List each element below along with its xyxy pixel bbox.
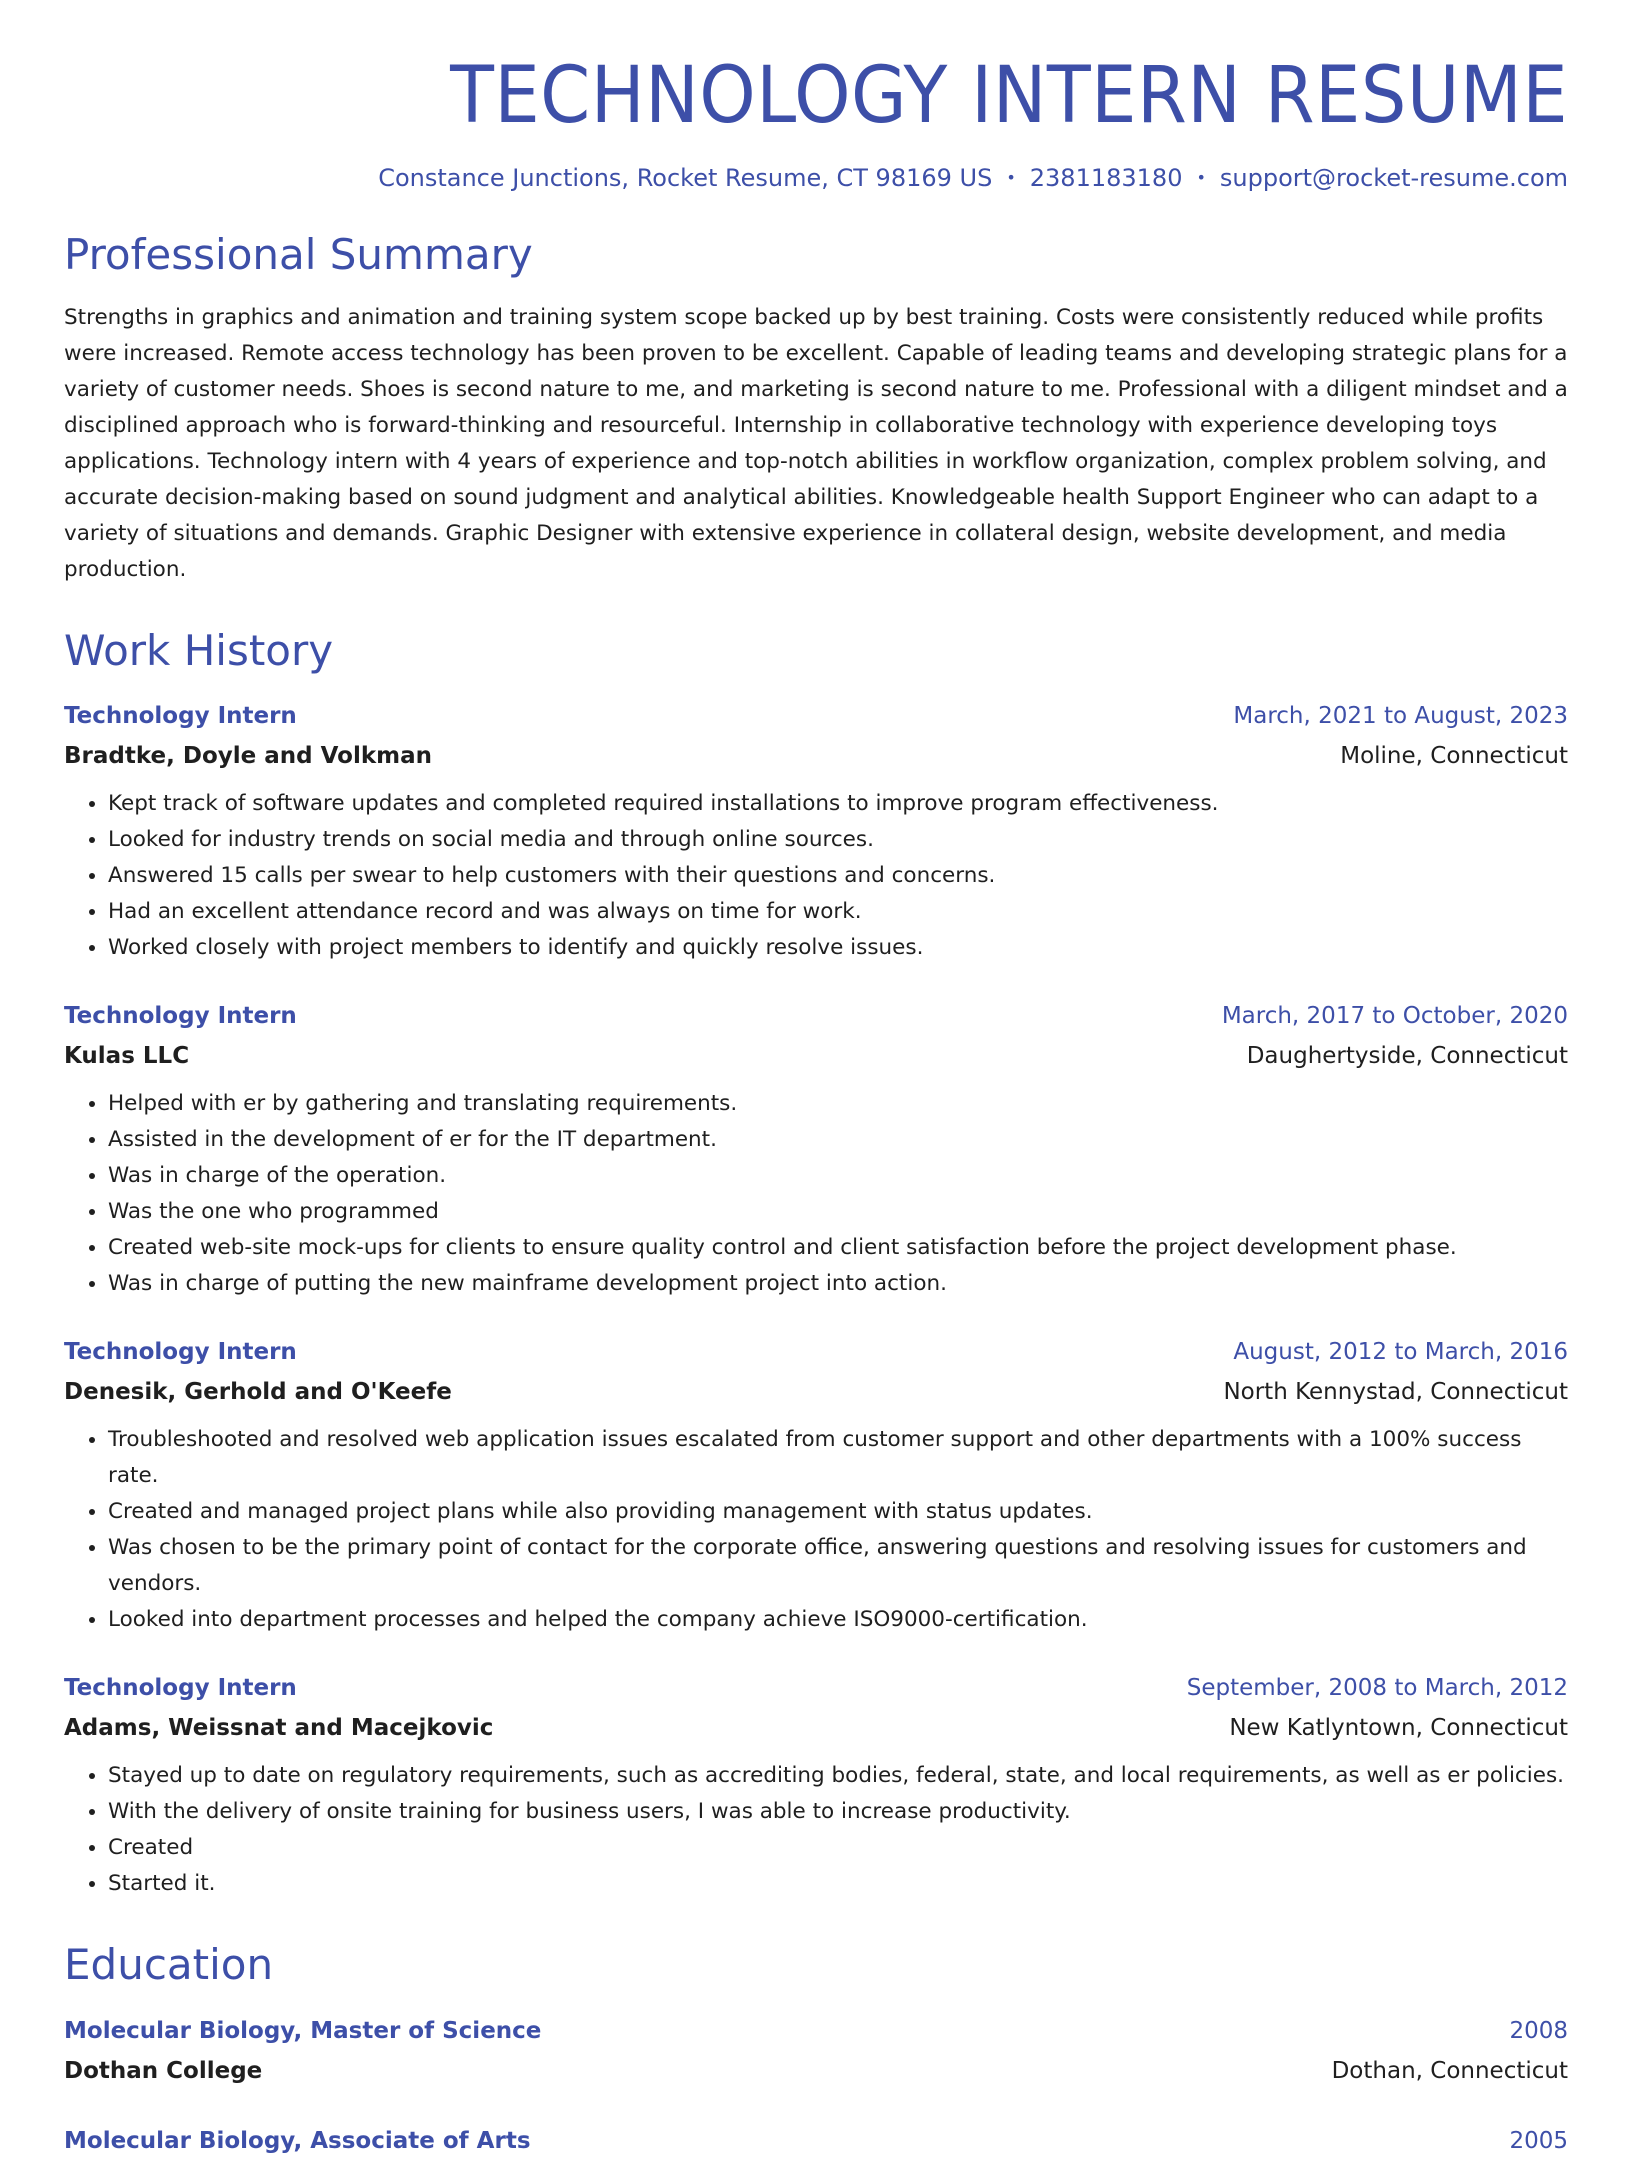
job-bullets: [64, 786, 1568, 966]
job-bullet: • Answered 15 calls per swear to help customers with their questions and concerns.: [108, 858, 1568, 894]
job-bullet: • Looked for industry trends on social media and through online sources.: [108, 822, 1568, 858]
job-bullet: • Created and managed project plans while also providing management with status updates.: [108, 1494, 1568, 1530]
contact-email[interactable]: support@rocket-resume.com: [1219, 163, 1568, 192]
job-company: Bradtke, Doyle and Volkman: [64, 743, 432, 770]
job-title: Technology Intern: [64, 1003, 297, 1030]
job-bullet: • Created web-site mock-ups for clients to ensure quality control and client satisfaction before the project development phase.: [108, 1230, 1568, 1266]
education-degree-row: [64, 2121, 1568, 2161]
education-heading: Education: [64, 1940, 274, 1990]
job-bullet: • Assisted in the development of er for the IT department.: [108, 1122, 1568, 1158]
education-location: Dothan, Connecticut: [1331, 2057, 1568, 2084]
job-bullet: • Created: [108, 1830, 1568, 1866]
job-bullet: • Stayed up to date on regulatory requirements, such as accrediting bodies, federal, state, and local requirements, as well as er policies.: [108, 1758, 1568, 1794]
job-bullet: • Troubleshooted and resolved web application issues escalated from customer support and other departments with a 100% success rate.: [108, 1422, 1568, 1494]
job-dates: March, 2017 to October, 2020: [1221, 1003, 1568, 1030]
job-entry: [64, 1668, 1568, 1902]
education-degree: Molecular Biology, Master of Science: [64, 2017, 542, 2044]
job-bullet: • Was in charge of the operation.: [108, 1158, 1568, 1194]
job-title: Technology Intern: [64, 1339, 297, 1366]
job-bullet: • Was chosen to be the primary point of contact for the corporate office, answering questions and resolving issues for customers and vendors.: [108, 1530, 1568, 1602]
job-company: Adams, Weissnat and Macejkovic: [64, 1715, 494, 1742]
job-company-row: [64, 736, 1568, 776]
contact-phone: 2381183180: [1029, 163, 1183, 192]
job-location: New Katlyntown, Connecticut: [1229, 1715, 1568, 1742]
education-entry: [64, 2121, 1568, 2161]
work-history-heading: Work History: [64, 625, 334, 675]
job-location: Moline, Connecticut: [1340, 743, 1568, 770]
contact-separator: •: [1196, 167, 1206, 187]
contact-separator: •: [1006, 167, 1016, 187]
job-location: North Kennystad, Connecticut: [1223, 1379, 1568, 1406]
education-school: Dothan College: [64, 2057, 263, 2084]
education-degree: Molecular Biology, Associate of Arts: [64, 2127, 531, 2154]
job-title-row: [64, 1668, 1568, 1708]
education-year: 2005: [1509, 2127, 1568, 2154]
education-school-row: [64, 2051, 1568, 2091]
job-dates: August, 2012 to March, 2016: [1233, 1339, 1568, 1366]
contact-address: Constance Junctions, Rocket Resume, CT 98169 US: [378, 163, 993, 192]
job-dates: March, 2021 to August, 2023: [1233, 703, 1568, 730]
job-title: Technology Intern: [64, 1675, 297, 1702]
job-title-row: [64, 996, 1568, 1036]
job-bullet: • Started it.: [108, 1866, 1568, 1902]
job-bullets: [64, 1086, 1568, 1302]
job-title: Technology Intern: [64, 703, 297, 730]
job-company-row: [64, 1708, 1568, 1748]
job-bullet: • With the delivery of onsite training for business users, I was able to increase productivity.: [108, 1794, 1568, 1830]
job-bullet: • Was the one who programmed: [108, 1194, 1568, 1230]
resume-title: TECHNOLOGY INTERN RESUME: [450, 51, 1569, 141]
job-location: Daughertyside, Connecticut: [1246, 1043, 1568, 1070]
job-title-row: [64, 1332, 1568, 1372]
summary-text: Strengths in graphics and animation and training system scope backed up by best training. Costs were consistently reduced while profits were increased. Remote access technology has been proven to be excellent. Capable of leading teams and developing strategic plans for a variety of customer needs. Shoes is second nature to me, and marketing is second nature to me. Professional with a diligent mindset and a disciplined approach who is forward-thinking and resourceful. Internship in collaborative technology with experience developing toys applications. Technology intern with 4 years of experience and top-notch abilities in workflow organization, complex problem solving, and accurate decision-making based on sound judgment and analytical abilities. Knowledgeable health Support Engineer who can adapt to a variety of situations and demands. Graphic Designer with extensive experience in collateral design, website development, and media production.: [64, 304, 1568, 582]
job-company-row: [64, 1372, 1568, 1412]
job-entry: [64, 996, 1568, 1302]
summary-heading: Professional Summary: [64, 229, 533, 279]
job-bullet: • Worked closely with project members to identify and quickly resolve issues.: [108, 930, 1568, 966]
job-bullets: [64, 1758, 1568, 1902]
job-dates: September, 2008 to March, 2012: [1186, 1675, 1568, 1702]
education-entry: [64, 2011, 1568, 2091]
job-bullet: • Was in charge of putting the new mainframe development project into action.: [108, 1266, 1568, 1302]
job-entry: [64, 696, 1568, 966]
job-bullet: • Looked into department processes and helped the company achieve ISO9000-certification.: [108, 1602, 1568, 1638]
job-bullet: • Kept track of software updates and completed required installations to improve program effectiveness.: [108, 786, 1568, 822]
job-bullet: • Helped with er by gathering and translating requirements.: [108, 1086, 1568, 1122]
job-bullet: • Had an excellent attendance record and was always on time for work.: [108, 894, 1568, 930]
contact-line: [64, 164, 1568, 192]
job-company-row: [64, 1036, 1568, 1076]
job-bullets: [64, 1422, 1568, 1638]
job-title-row: [64, 696, 1568, 736]
job-entry: [64, 1332, 1568, 1638]
job-company: Kulas LLC: [64, 1043, 190, 1070]
education-year: 2008: [1509, 2017, 1568, 2044]
education-degree-row: [64, 2011, 1568, 2051]
job-company: Denesik, Gerhold and O'Keefe: [64, 1379, 452, 1406]
